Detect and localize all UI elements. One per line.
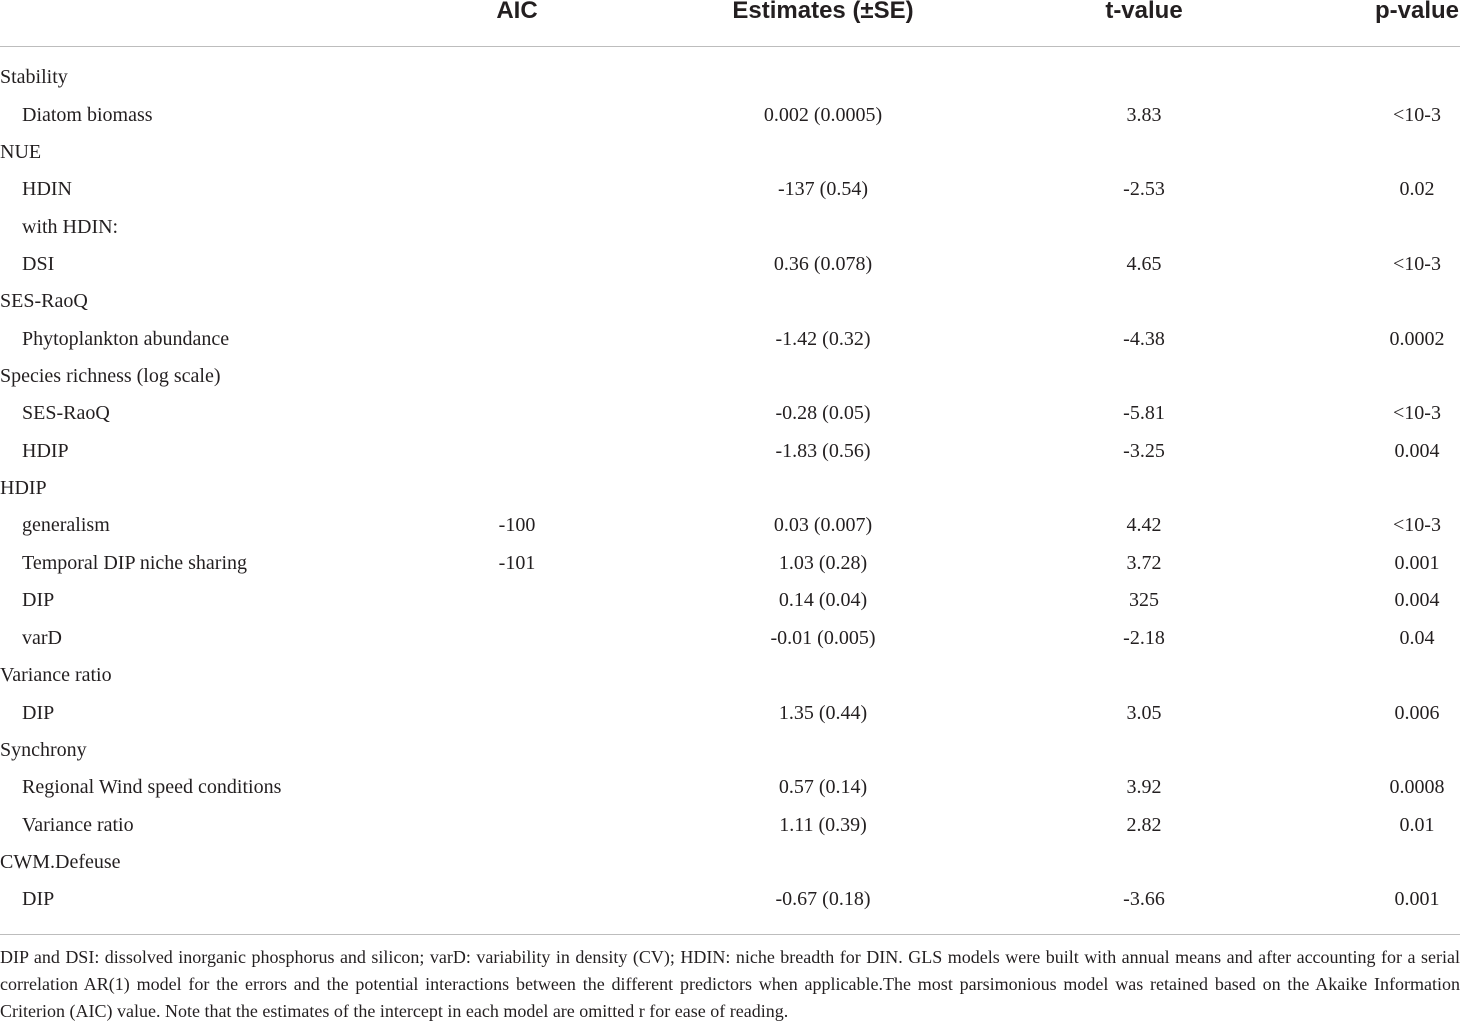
p-value-cell: <10-3	[1393, 253, 1441, 275]
row-label: generalism	[22, 514, 110, 536]
table-row	[0, 171, 1460, 208]
estimate-cell: 0.57 (0.14)	[778, 776, 868, 798]
table-row	[0, 470, 1460, 507]
table-row	[0, 209, 1460, 246]
p-value-cell: 0.004	[1394, 440, 1440, 462]
table-row	[0, 582, 1460, 619]
row-label: Stability	[0, 66, 68, 88]
row-label: Variance ratio	[0, 664, 112, 686]
table-row	[0, 507, 1460, 544]
header-t-value: t-value	[1105, 0, 1183, 24]
t-value-cell: -2.18	[1123, 627, 1165, 649]
p-value-cell: 0.004	[1394, 589, 1440, 611]
t-value-cell: -3.66	[1123, 888, 1165, 910]
t-value-cell: 3.92	[1126, 776, 1162, 798]
table-row	[0, 620, 1460, 657]
p-value-cell: 0.0008	[1389, 776, 1445, 798]
row-label: DSI	[22, 253, 55, 275]
row-label: HDIP	[22, 440, 69, 462]
table-row	[0, 433, 1460, 470]
table-row	[0, 97, 1460, 134]
estimate-cell: 0.002 (0.0005)	[763, 104, 883, 126]
table-footnote: DIP and DSI: dissolved inorganic phosphorus and silicon; varD: variability in density (CV); HDIN: niche breadth for DIN. GLS models were built with annual means and after accounting for a serial correlation AR(1) model for the errors and the potential interactions between the different predictors when applicable.The most parsimonious model was retained based on the Akaike Information Criterion (AIC) value. Note that the estimates of the intercept in each model are omitted r for ease of reading.	[0, 947, 1460, 1021]
row-label: Regional Wind speed conditions	[22, 776, 282, 798]
row-label: HDIN	[22, 178, 72, 200]
row-label: DIP	[22, 589, 55, 611]
t-value-cell: -2.53	[1123, 178, 1165, 200]
estimate-cell: 0.03 (0.007)	[773, 514, 873, 536]
row-label: DIP	[22, 888, 55, 910]
table-row	[0, 844, 1460, 881]
p-value-cell: 0.006	[1394, 702, 1440, 724]
p-value-cell: 0.04	[1399, 627, 1435, 649]
table-header	[0, 0, 1460, 47]
header-p-value: p-value	[1374, 0, 1460, 24]
estimate-cell: 1.03 (0.28)	[778, 552, 868, 574]
row-label: with HDIN:	[22, 216, 119, 238]
table-row	[0, 395, 1460, 432]
estimate-cell: 0.36 (0.078)	[773, 253, 873, 275]
table-row	[0, 283, 1460, 320]
estimate-cell: -1.42 (0.32)	[775, 328, 871, 350]
row-label: DIP	[22, 702, 55, 724]
estimate-cell: 1.35 (0.44)	[778, 702, 868, 724]
p-value-cell: <10-3	[1393, 104, 1441, 126]
row-label: Species richness (log scale)	[0, 365, 221, 387]
table-row	[0, 769, 1460, 806]
t-value-cell: -5.81	[1123, 402, 1165, 424]
estimate-cell: -0.67 (0.18)	[775, 888, 871, 910]
p-value-cell: 0.01	[1399, 814, 1435, 836]
header-estimates: Estimates (±SE)	[732, 0, 914, 24]
t-value-cell: 4.42	[1126, 514, 1162, 536]
estimate-cell: -0.28 (0.05)	[775, 402, 871, 424]
p-value-cell: 0.001	[1394, 552, 1440, 574]
row-label: varD	[22, 627, 62, 649]
table-row	[0, 695, 1460, 732]
row-label: SES-RaoQ	[22, 402, 110, 424]
row-label: HDIP	[0, 477, 47, 499]
table-row	[0, 59, 1460, 96]
table-row	[0, 134, 1460, 171]
table-row	[0, 358, 1460, 395]
table-row	[0, 732, 1460, 769]
row-label: SES-RaoQ	[0, 290, 88, 312]
estimate-cell: -137 (0.54)	[778, 178, 868, 200]
table-row	[0, 657, 1460, 694]
row-label: NUE	[0, 141, 42, 163]
p-value-cell: <10-3	[1393, 514, 1441, 536]
aic-cell: -101	[498, 552, 536, 574]
estimate-cell: 0.14 (0.04)	[778, 589, 868, 611]
row-label: Temporal DIP niche sharing	[22, 552, 248, 574]
estimate-cell: -0.01 (0.005)	[770, 627, 876, 649]
t-value-cell: 3.05	[1126, 702, 1162, 724]
t-value-cell: 4.65	[1126, 253, 1162, 275]
t-value-cell: 325	[1129, 589, 1159, 611]
t-value-cell: -3.25	[1123, 440, 1165, 462]
row-label: CWM.Defeuse	[0, 851, 121, 873]
table-row	[0, 881, 1460, 918]
p-value-cell: 0.001	[1394, 888, 1440, 910]
table-bottom-rule	[0, 934, 1460, 935]
p-value-cell: 0.02	[1399, 178, 1435, 200]
t-value-cell: -4.38	[1123, 328, 1165, 350]
row-label: Phytoplankton abundance	[22, 328, 230, 350]
table-row	[0, 545, 1460, 582]
header-aic: AIC	[496, 0, 538, 24]
row-label: Variance ratio	[22, 814, 134, 836]
row-label: Synchrony	[0, 739, 87, 761]
t-value-cell: 3.83	[1126, 104, 1162, 126]
table-row	[0, 807, 1460, 844]
p-value-cell: 0.0002	[1389, 328, 1445, 350]
table-row	[0, 321, 1460, 358]
table-row	[0, 246, 1460, 283]
p-value-cell: <10-3	[1393, 402, 1441, 424]
row-label: Diatom biomass	[22, 104, 153, 126]
estimate-cell: -1.83 (0.56)	[775, 440, 871, 462]
estimate-cell: 1.11 (0.39)	[779, 814, 867, 836]
t-value-cell: 3.72	[1126, 552, 1162, 574]
aic-cell: -100	[498, 514, 536, 536]
t-value-cell: 2.82	[1126, 814, 1162, 836]
